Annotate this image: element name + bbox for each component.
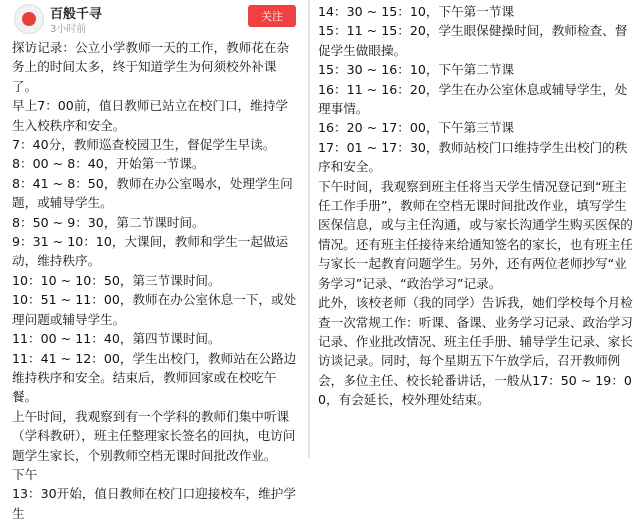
article-paragraph: 15：30 ~ 16：10，下午第二节课 [318, 62, 515, 78]
article-paragraph: 11：41 ~ 12：00，学生出校门，教师站在公路边维持秩序和安全。结束后，教师回家或在校吃午餐。 [12, 350, 297, 405]
article-paragraph: 16：11 ~ 16：20，学生在办公室休息或辅导学生，处理事情。 [318, 81, 628, 117]
article-paragraph: 10：51 ~ 11：00，教师在办公室休息一下，或处理问题或辅导学生。 [12, 292, 297, 327]
article-paragraph: 11：00 ~ 11：40，第四节课时间。 [12, 331, 221, 347]
article-paragraph: 早上7：00前，值日教师已站立在校门口，维持学生入校秩序和安全。 [12, 98, 288, 133]
article-paragraph: 16：20 ~ 17：00，下午第三节课 [318, 120, 515, 136]
article-paragraph: 下午 [12, 466, 38, 482]
article-paragraph: 13：30开始，值日教师在校门口迎接校车，维护学生 [12, 486, 296, 521]
author-name[interactable]: 百般千寻 [50, 7, 103, 22]
article-paragraph: 探访记录：公立小学教师一天的工作，教师花在杂务上的时间太多，终于知道学生为何须校外补课了。 [12, 40, 290, 94]
article-paragraph: 9：31 ~ 10：10，大课间，教师和学生一起做运动，维持秩序。 [12, 234, 289, 269]
right-article-panel [310, 0, 640, 458]
post-header [0, 0, 308, 38]
article-paragraph: 7：40分，教师巡查校园卫生，督促学生早读。 [12, 137, 276, 153]
right-article-body [310, 0, 640, 410]
author-avatar[interactable] [14, 4, 44, 34]
post-time: 3小时前 [50, 24, 87, 35]
article-paragraph: 8：00 ~ 8：40，开始第一节课。 [12, 156, 205, 172]
article-paragraph: 10：10 ~ 10：50，第三节课时间。 [12, 272, 221, 288]
left-article-body [0, 38, 308, 523]
article-paragraph: 下午时间，我观察到班主任将当天学生情况登记到“班主任工作手册”，教师在空档无课时间批改作业，填写学生医保信息，或与主任沟通，或与家长沟通学生购买医保的情况。还有班主任接待来给通知签名的家长，也有班主任与家长一起教育问题学生。另外，还有两位老师抄写“业务学习”记录、“政治学习”记录。 [318, 178, 633, 291]
article-paragraph: 8：41 ~ 8：50，教师在办公室喝水，处理学生问题，或辅导学生。 [12, 175, 293, 211]
left-article-panel [0, 0, 308, 521]
article-paragraph: 14：30 ~ 15：10，下午第一节课 [318, 4, 515, 19]
article-paragraph: 8：50 ~ 9：30，第二节课时间。 [12, 214, 205, 230]
article-paragraph: 上午时间，我观察到有一个学科的教师们集中听课（学科教研），班主任整理家长签名的回执，电访问题学生家长，个别教师空档无课时间批改作业。 [12, 408, 296, 463]
avatar-icon [22, 12, 36, 26]
follow-button[interactable]: 关注 [248, 5, 296, 27]
article-paragraph: 15：11 ~ 15：20，学生眼保健操时间，教师检查、督促学生做眼操。 [318, 23, 628, 58]
article-paragraph: 此外，该校老师（我的同学）告诉我，她们学校每个月检查一次常规工作：听课、备课、业务学习记录、政治学习记录、作业批改情况、班主任手册、辅导学生记录、家长访谈记录。同时，每个星期五下午放学后，召开教师例会，多位主任、校长轮番讲话，一般从17：50 ~ 19：00，有会延长，校外理处结束。 [318, 295, 633, 408]
article-paragraph: 17：01 ~ 17：30，教师站校门口维持学生出校门的秩序和安全。 [318, 139, 628, 175]
